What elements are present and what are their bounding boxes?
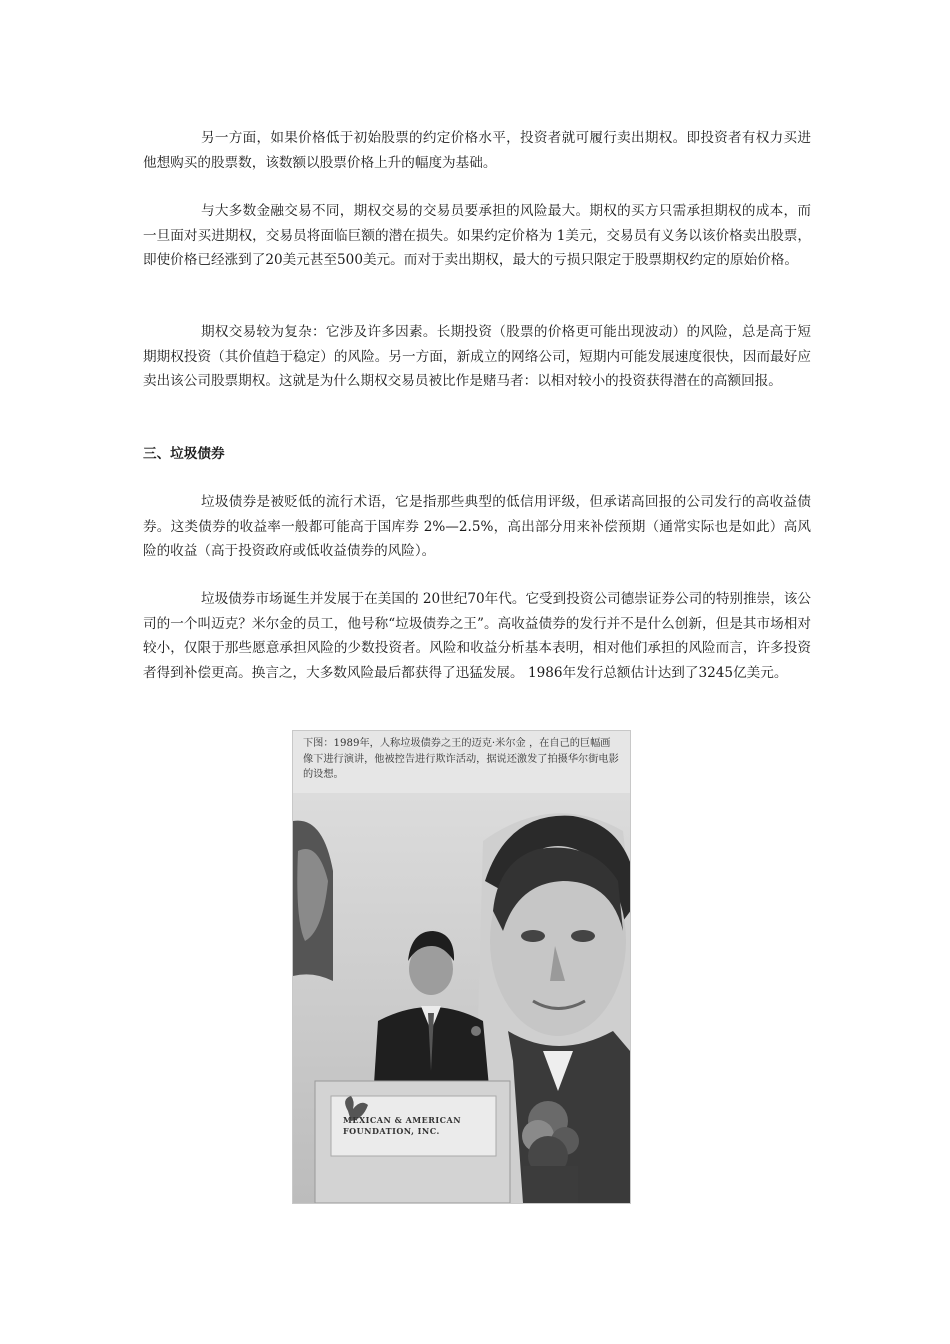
paragraph-junk-bond-definition: 垃圾债券是被贬低的流行术语，它是指那些典型的低信用评级，但承诺高回报的公司发行的高收益债券。这类债券的收益率一般都可能高于国库券 2%—2.5%，高出部分用来补偿预期（通常实际也是如此）高风险的收益（高于投资政府或低收益债券的风险）。 bbox=[143, 494, 811, 559]
paragraph-option-risk: 与大多数金融交易不同，期权交易的交易员要承担的风险最大。期权的买方只需承担期权的成本，而一旦面对买进期权，交易员将面临巨额的潜在损失。如果约定价格为 1美元，交易员有义务以该价格卖出股票，即使价格已经涨到了20美元甚至500美元。而对于卖出期权，最大的亏损只限定于股票期权约定的原始价格。 bbox=[143, 203, 811, 268]
photo-caption: 下图：1989年，人称垃圾债券之王的迈克·米尔金 ，在自己的巨幅画像下进行演讲，他被控告进行欺诈活动，据说还激发了拍摄华尔街电影的设想。 bbox=[293, 731, 630, 793]
podium-sign bbox=[343, 1115, 461, 1137]
paragraph-option-complexity: 期权交易较为复杂：它涉及许多因素。长期投资（股票的价格更可能出现波动）的风险，总是高于短期期权投资（其价值趋于稳定）的风险。另一方面，新成立的网络公司，短期内可能发展速度很快，因而最好应卖出该公司股票期权。这就是为什么期权交易员被比作是赌马者：以相对较小的投资获得潜在的高额回报。 bbox=[143, 324, 811, 389]
section-heading-junk-bonds: 三、垃圾债券 bbox=[143, 446, 225, 462]
podium-sign-line2: FOUNDATION, INC. bbox=[343, 1126, 440, 1136]
milken-speech-photo bbox=[292, 730, 631, 1204]
podium-sign-line1: MEXICAN & AMERICAN bbox=[343, 1115, 462, 1125]
paragraph-junk-bond-history: 垃圾债券市场诞生并发展于在美国的 20世纪70年代。它受到投资公司德崇证券公司的特别推崇，该公司的一个叫迈克？米尔金的员工，他号称“垃圾债券之王”。高收益债券的发行并不是什么创新，但是其市场相对较小，仅限于那些愿意承担风险的少数投资者。风险和收益分析基本表明，相对他们承担的风险而言，许多投资者得到补偿更高。换言之，大多数风险最后都获得了迅猛发展。 1986年发行总额估计达到了3245亿美元。 bbox=[143, 591, 811, 681]
paragraph-put-option: 另一方面，如果价格低于初始股票的约定价格水平，投资者就可履行卖出期权。即投资者有权力买进他想购买的股票数，该数额以股票价格上升的幅度为基础。 bbox=[143, 130, 811, 171]
